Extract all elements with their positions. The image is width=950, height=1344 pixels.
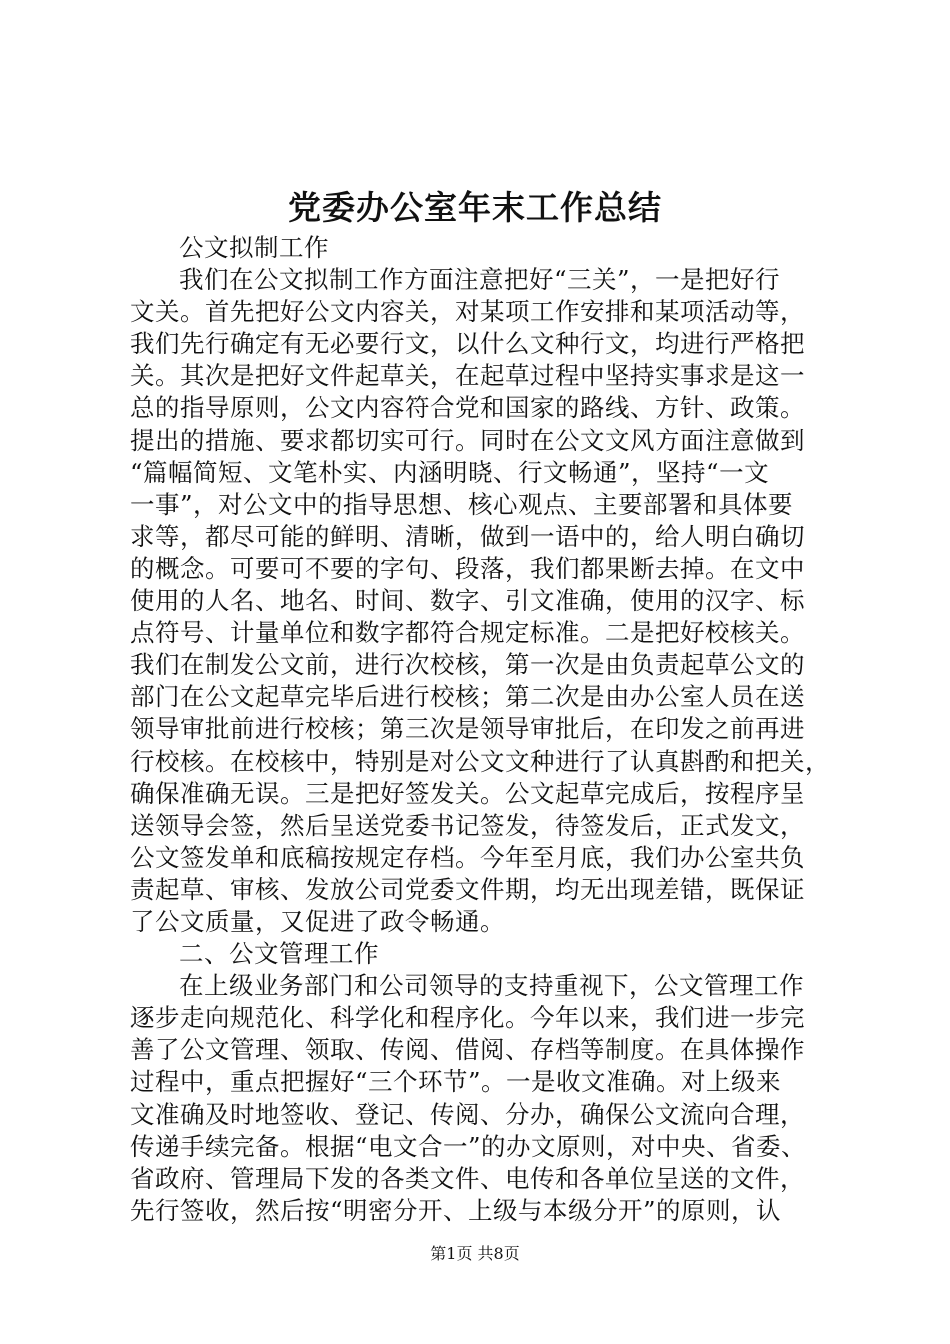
page-footer: 第1页 共8页 [430,1244,520,1263]
text-line: 提出的措施、要求都切实可行。同时在公文文风方面注意做到 [130,425,805,455]
text-line: 先行签收，然后按“明密分开、上级与本级分开”的原则，认 [130,1195,782,1225]
text-line: 求等，都尽可能的鲜明、清晰，做到一语中的，给人明白确切 [130,521,805,551]
text-line: 善了公文管理、领取、传阅、借阅、存档等制度。在具体操作 [130,1035,805,1065]
text-line: 的概念。可要可不要的字句、段落，我们都果断去掉。在文中 [130,553,805,583]
text-line: 行校核。在校核中，特别是对公文文种进行了认真斟酌和把关， [130,746,830,776]
text-line: 关。其次是把好文件起草关，在起草过程中坚持实事求是这一 [130,361,805,391]
text-line: 送领导会签，然后呈送党委书记签发，待签发后，正式发文， [130,810,805,840]
text-line: 一事”，对公文中的指导思想、核心观点、主要部署和具体要 [130,489,794,519]
text-line: 总的指导原则，公文内容符合党和国家的路线、方针、政策。 [130,393,805,423]
text-line: 二、公文管理工作 [179,939,379,969]
text-line: 我们在制发公文前，进行次校核，第一次是由负责起草公文的 [130,650,805,680]
text-line: 传递手续完备。根据“电文合一”的办文原则，对中央、省委、 [130,1131,807,1161]
text-line: 公文签发单和底稿按规定存档。今年至月底，我们办公室共负 [130,842,805,872]
text-line: 文准确及时地签收、登记、传阅、分办，确保公文流向合理， [130,1099,805,1129]
text-line: 确保准确无误。三是把好签发关。公文起草完成后，按程序呈 [130,778,805,808]
text-line: 在上级业务部门和公司领导的支持重视下，公文管理工作 [179,971,804,1001]
text-line: 使用的人名、地名、时间、数字、引文准确，使用的汉字、标 [130,586,805,616]
text-line: 省政府、管理局下发的各类文件、电传和各单位呈送的文件， [130,1163,805,1193]
text-line: 责起草、审核、发放公司党委文件期，均无出现差错，既保证 [130,874,805,904]
text-line: 逐步走向规范化、科学化和程序化。今年以来，我们进一步完 [130,1003,805,1033]
document-body [130,232,830,1227]
text-line: 我们先行确定有无必要行文，以什么文种行文，均进行严格把 [130,329,805,359]
document-title: 党委办公室年末工作总结 [288,188,662,227]
text-line: 公文拟制工作 [179,233,329,262]
text-line: 了公文质量，又促进了政令畅通。 [130,906,505,936]
text-line: “篇幅简短、文笔朴实、内涵明晓、行文畅通”，坚持“一文 [130,457,770,487]
text-line: 我们在公文拟制工作方面注意把好“三关”，一是把好行 [179,265,781,295]
text-line: 部门在公文起草完毕后进行校核；第二次是由办公室人员在送 [130,682,805,712]
text-line: 文关。首先把好公文内容关，对某项工作安排和某项活动等， [130,297,805,327]
text-line: 点符号、计量单位和数字都符合规定标准。二是把好校核关。 [130,618,805,648]
text-line: 过程中，重点把握好“三个环节”。一是收文准确。对上级来 [130,1067,782,1097]
text-line: 领导审批前进行校核；第三次是领导审批后，在印发之前再进 [130,714,805,744]
